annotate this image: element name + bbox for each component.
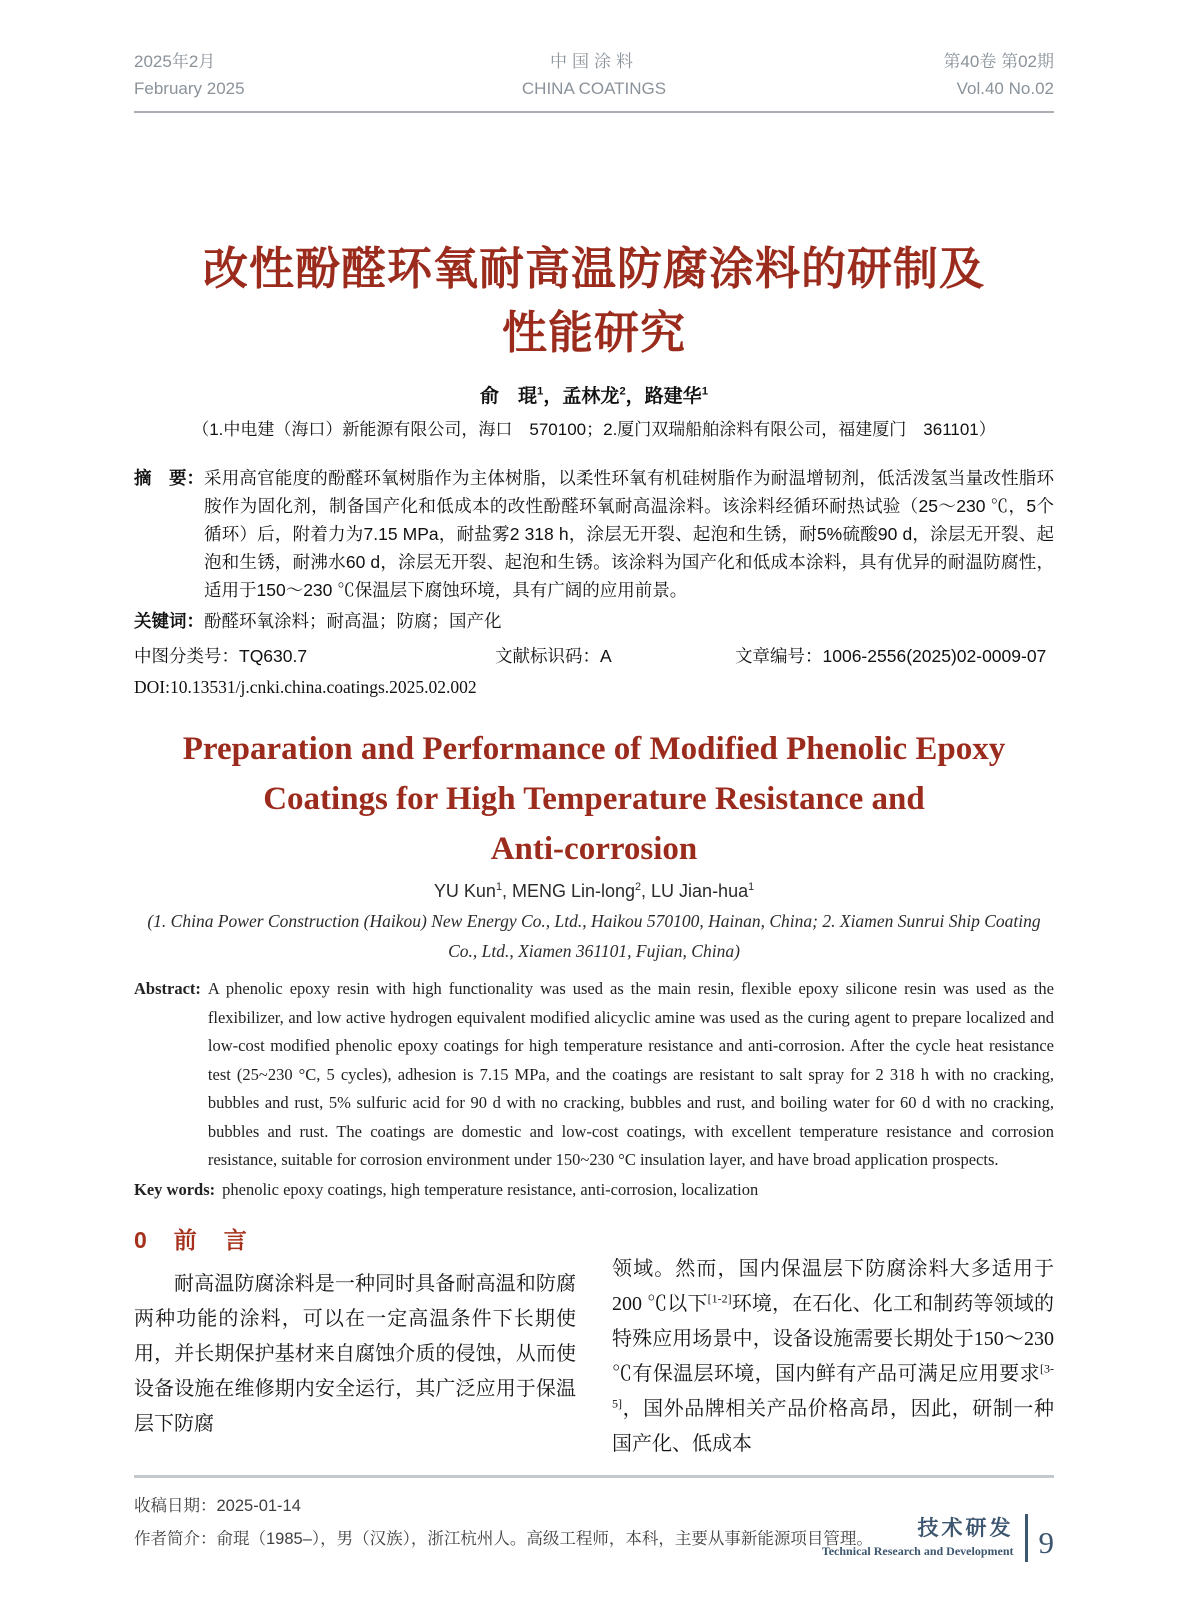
body-column-left: [134, 1224, 576, 1462]
affiliation-en: (1. China Power Construction (Haikou) New Energy Co., Ltd., Haikou 570100, Hainan, China; 2. Xiamen Sunrui Ship Coating Co., Ltd., Xiamen 361101, Fujian, China): [147, 911, 1041, 961]
footer-divider: [1025, 1514, 1028, 1562]
header-journal-name: [522, 48, 666, 102]
article-id-label: 文章编号：: [735, 646, 823, 666]
abstract-zh-label: 摘 要：: [134, 468, 204, 488]
footer-column-name: [822, 1517, 1014, 1559]
authors-en: [134, 881, 1054, 902]
reference-superscript: [3-5]: [612, 1360, 1054, 1410]
footer-column-en: Technical Research and Development: [821, 1544, 1014, 1558]
document-code-value: A: [600, 646, 612, 666]
author-bio-label: 作者简介：: [134, 1529, 217, 1548]
page-footer: [822, 1514, 1054, 1562]
header-date-zh: 2025年2月: [134, 52, 216, 71]
author-name-en: , LU Jian-hua: [641, 881, 749, 901]
classification-meta-row: [134, 642, 1054, 670]
author-affiliation-superscript: 1: [748, 881, 755, 893]
keywords-en-text: phenolic epoxy coatings, high temperature resistance, anti-corrosion, localization: [222, 1179, 759, 1199]
abstract-en-text: A phenolic epoxy resin with high functionality was used as the main resin, flexible epoxy silicone resin was used as the flexibilizer, and low active hydrogen equivalent modified alicyclic amine was used as the curing agent to prepare localized and low-cost modified phenolic epoxy coatings for high temperature resistance and anti-corrosion. After the cycle heat resistance test (25~230 °C, 5 cycles), adhesion is 7.15 MPa, and the coatings are resistant to salt spray for 2 318 h with no cracking, bubbles and rust, 5% sulfuric acid for 90 d with no cracking, bubbles and rust, and boiling water for 60 d with no cracking, bubbles and rust. The coatings are domestic and low-cost coatings, with excellent temperature resistance and corrosion resistance, suitable for corrosion environment under 150~230 °C insulation layer, and have broad application prospects.: [207, 979, 1054, 1169]
header-date: [134, 48, 245, 102]
header-issue-en: Vol.40 No.02: [956, 79, 1054, 98]
authors-zh: [134, 381, 1054, 408]
body-text: 领域。然而，国内保温层下防腐涂料大多适用于200 ℃以下: [612, 1257, 1054, 1315]
article-title-zh-line2: 性能研究: [501, 307, 686, 358]
body-column-right: [612, 1224, 1054, 1462]
clc-label: 中图分类号：: [134, 646, 239, 666]
author-name-en: YU Kun: [433, 881, 496, 901]
header-date-en: February 2025: [134, 79, 245, 98]
received-date-value: 2025-01-14: [216, 1496, 301, 1515]
document-code-label: 文献标识码：: [495, 646, 600, 666]
journal-header: [134, 48, 1054, 113]
author-affiliation-superscript: 1: [495, 881, 502, 893]
reference-superscript: [1-2]: [707, 1290, 732, 1305]
abstract-zh-text: 采用高官能度的酚醛环氧树脂作为主体树脂，以柔性环氧有机硅树脂作为耐温增韧剂，低活泼氢当量改性脂环胺作为固化剂，制备国产化和低成本的改性酚醛环氧耐高温涂料。该涂料经循环耐热试验（25～230 ℃，5个循环）后，附着力为7.15 MPa，耐盐雾2 318 h，涂层无开裂、起泡和生锈，耐5%硫酸90 d，涂层无开裂、起泡和生锈，耐沸水60 d，涂层无开裂、起泡和生锈。该涂料为国产化和低成本涂料，具有优异的耐温防腐性，适用于150～230 ℃保温层下腐蚀环境，具有广阔的应用前景。: [204, 468, 1054, 600]
article-id-value: 1006-2556(2025)02-0009-07: [822, 646, 1047, 666]
keywords-zh-text: 酚醛环氧涂料；耐高温；防腐；国产化: [204, 611, 502, 631]
received-date-label: 收稿日期：: [134, 1496, 217, 1515]
abstract-zh: [134, 464, 1054, 604]
article-title-zh-line1: 改性酚醛环氧耐高温防腐涂料的研制及: [202, 243, 985, 294]
doi: DOI:10.13531/j.cnki.china.coatings.2025.02.002: [134, 677, 477, 697]
keywords-zh: [134, 607, 1054, 635]
author-name: 俞 琨: [479, 386, 537, 407]
body-text: 环境，在石化、化工和制药等领域的特殊应用场景中，设备设施需要长期处于150～230 ℃有保温层环境，国内鲜有产品可满足应用要求: [612, 1292, 1055, 1385]
keywords-en: [134, 1176, 1054, 1204]
page-number: 9: [1038, 1525, 1054, 1560]
article-title-en: [134, 724, 1054, 874]
abstract-en: [134, 975, 1054, 1175]
author-name: ，孟林龙: [543, 386, 620, 407]
author-name: ，路建华: [625, 386, 702, 407]
author-affiliation-superscript: 2: [619, 385, 626, 398]
intro-paragraph-left: 耐高温防腐涂料是一种同时具备耐高温和防腐两种功能的涂料，可以在一定高温条件下长期使用，并长期保护基材来自腐蚀介质的侵蚀，从而使设备设施在维修期内安全运行，其广泛应用于保温层下防腐: [134, 1272, 576, 1435]
author-name-en: , MENG Lin-long: [501, 881, 636, 901]
article-title-en-line2: Coatings for High Temperature Resistance and: [263, 781, 925, 817]
header-issue: [943, 48, 1054, 102]
article-id: [735, 642, 1054, 670]
journal-name-en: CHINA COATINGS: [521, 79, 667, 98]
author-affiliation-superscript: 1: [536, 385, 544, 398]
abstract-en-label: Abstract:: [134, 979, 201, 998]
author-bio-value: 俞琨（1985–），男（汉族），浙江杭州人。高级工程师，本科，主要从事新能源项目管理。: [216, 1529, 873, 1548]
footer-column-zh: 技术研发: [917, 1517, 1014, 1540]
section-heading-intro: 0 前 言: [134, 1226, 249, 1253]
keywords-en-label: Key words:: [134, 1179, 216, 1199]
header-issue-zh: 第40卷 第02期: [943, 52, 1054, 71]
affiliation-zh: （1.中电建（海口）新能源有限公司，海口 570100；2.厦门双瑞船舶涂料有限公司，福建厦门 361101）: [192, 420, 996, 439]
journal-name-zh: 中国涂料: [550, 52, 638, 71]
clc-value: TQ630.7: [239, 646, 308, 666]
clc-number: [134, 642, 495, 670]
body-columns: [134, 1224, 1054, 1462]
article-title-en-line1: Preparation and Performance of Modified Phenolic Epoxy: [182, 731, 1006, 767]
author-affiliation-superscript: 1: [701, 385, 709, 398]
author-affiliation-superscript: 2: [635, 881, 642, 893]
article-title-en-line3: Anti-corrosion: [490, 831, 698, 867]
intro-paragraph-right: [612, 1252, 1054, 1462]
keywords-zh-label: 关键词：: [134, 611, 204, 631]
article-title-zh: [134, 237, 1054, 365]
document-code: [495, 642, 735, 670]
body-text: ，国外品牌相关产品价格高昂，因此，研制一种国产化、低成本: [612, 1397, 1054, 1455]
